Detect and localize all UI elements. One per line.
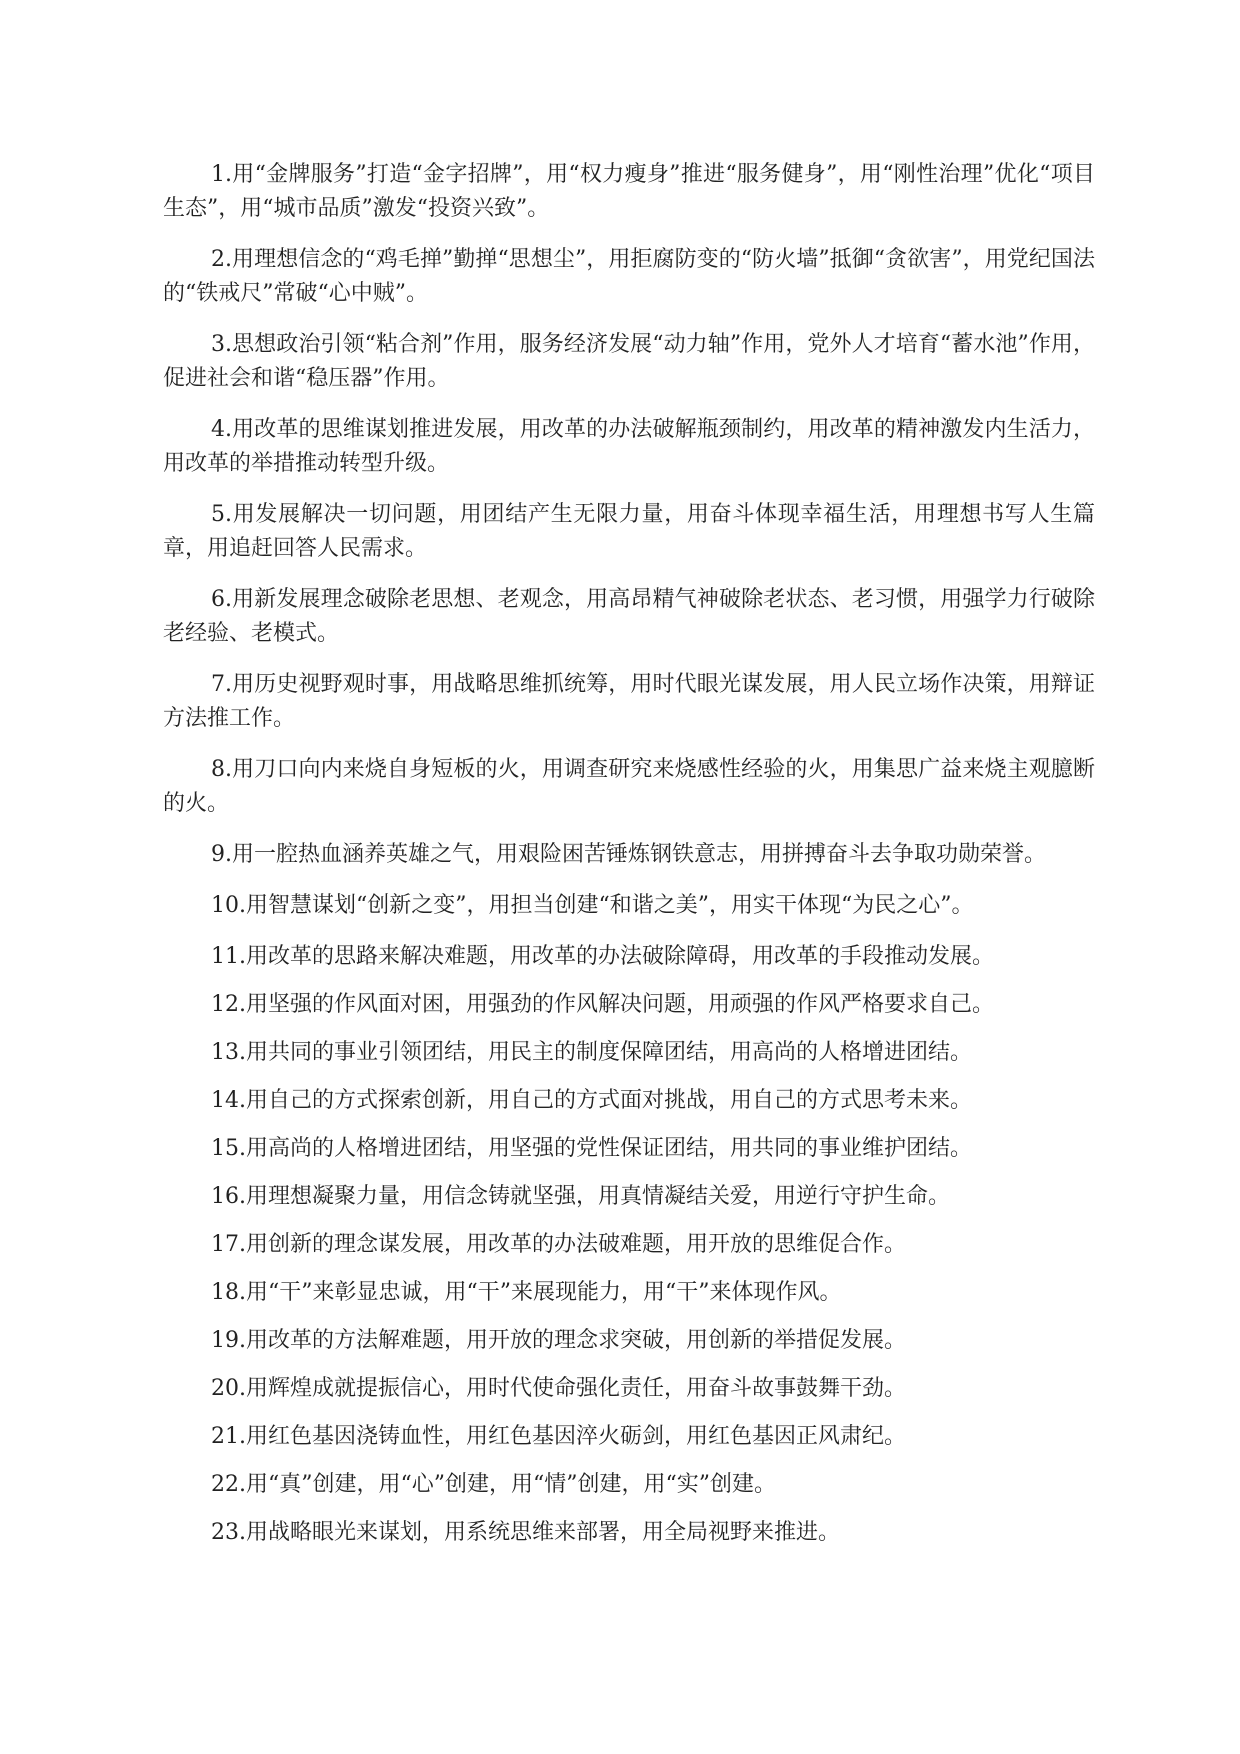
list-item: 2.用理想信念的“鸡毛掸”勤掸“思想尘”，用拒腐防变的“防火墙”抵御“贪欲害”，用党纪国法的“铁戒尺”常破“心中贼”。 (163, 247, 1095, 306)
list-item: 10.用智慧谋划“创新之变”，用担当创建“和谐之美”，用实干体现“为民之心”。 (211, 893, 974, 918)
list-item: 9.用一腔热血涵养英雄之气，用艰险困苦锤炼钢铁意志，用拼搏奋斗去争取功勋荣誉。 (211, 842, 1046, 867)
list-item: 5.用发展解决一切问题，用团结产生无限力量，用奋斗体现幸福生活，用理想书写人生篇章，用追赶回答人民需求。 (163, 502, 1095, 561)
list-item: 16.用理想凝聚力量，用信念铸就坚强，用真情凝结关爱，用逆行守护生命。 (211, 1184, 950, 1209)
list-item: 1.用“金牌服务”打造“金字招牌”，用“权力瘦身”推进“服务健身”，用“刚性治理”优化“项目生态”，用“城市品质”激发“投资兴致”。 (163, 162, 1095, 221)
list-item: 23.用战略眼光来谋划，用系统思维来部署，用全局视野来推进。 (211, 1520, 840, 1545)
list-item: 21.用红色基因浇铸血性，用红色基因淬火砺剑，用红色基因正风肃纪。 (211, 1424, 906, 1449)
list-item: 17.用创新的理念谋发展，用改革的办法破难题，用开放的思维促合作。 (211, 1232, 906, 1257)
list-item: 11.用改革的思路来解决难题，用改革的办法破除障碍，用改革的手段推动发展。 (211, 944, 994, 969)
list-item: 18.用“干”来彰显忠诚，用“干”来展现能力，用“干”来体现作风。 (211, 1280, 842, 1305)
list-item: 4.用改革的思维谋划推进发展，用改革的办法破解瓶颈制约，用改革的精神激发内生活力，用改革的举措推动转型升级。 (163, 417, 1095, 476)
list-item: 7.用历史视野观时事，用战略思维抓统筹，用时代眼光谋发展，用人民立场作决策，用辩证方法推工作。 (163, 672, 1095, 731)
list-item: 20.用辉煌成就提振信心，用时代使命强化责任，用奋斗故事鼓舞干劲。 (211, 1376, 906, 1401)
list-item: 14.用自己的方式探索创新，用自己的方式面对挑战，用自己的方式思考未来。 (211, 1088, 972, 1113)
list-item: 3.思想政治引领“粘合剂”作用，服务经济发展“动力轴”作用，党外人才培育“蓄水池”作用，促进社会和谐“稳压器”作用。 (163, 332, 1095, 391)
list-item: 8.用刀口向内来烧自身短板的火，用调查研究来烧感性经验的火，用集思广益来烧主观臆断的火。 (163, 757, 1095, 816)
list-item: 6.用新发展理念破除老思想、老观念，用高昂精气神破除老状态、老习惯，用强学力行破除老经验、老模式。 (163, 587, 1095, 646)
list-item: 22.用“真”创建，用“心”创建，用“情”创建，用“实”创建。 (211, 1472, 776, 1497)
list-item: 12.用坚强的作风面对困，用强劲的作风解决问题，用顽强的作风严格要求自己。 (211, 992, 994, 1017)
list-item: 19.用改革的方法解难题，用开放的理念求突破，用创新的举措促发展。 (211, 1328, 906, 1353)
list-item: 13.用共同的事业引领团结，用民主的制度保障团结，用高尚的人格增进团结。 (211, 1040, 972, 1065)
list-item: 15.用高尚的人格增进团结，用坚强的党性保证团结，用共同的事业维护团结。 (211, 1136, 972, 1161)
document-page (163, 158, 1095, 1564)
